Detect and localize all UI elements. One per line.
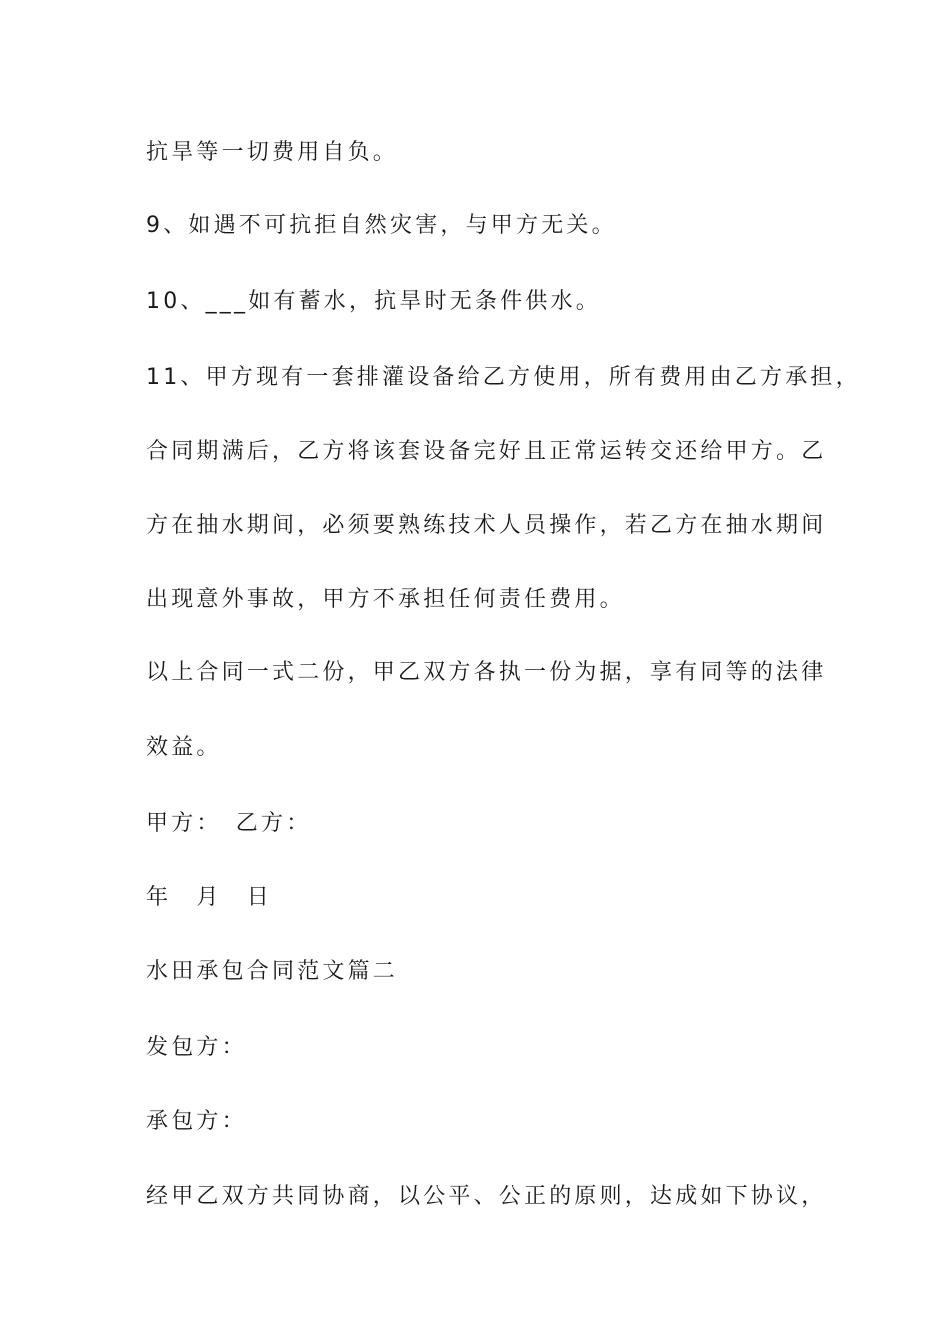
clause-11-line-4: 出现意外事故，甲方不承担任何责任费用。: [146, 587, 625, 612]
clause-9: 9、如遇不可抗拒自然灾害，与甲方无关。: [146, 213, 617, 238]
signature-date: 年 月 日: [146, 885, 273, 910]
contractor-label: 承包方：: [146, 1109, 247, 1134]
contractor-issuer-label: 发包方：: [146, 1035, 247, 1060]
signature-parties: 甲方： 乙方：: [146, 811, 312, 836]
closing-statement-line-1: 以上合同一式二份，甲乙双方各执一份为据，享有同等的法律: [146, 660, 827, 685]
clause-8-continuation: 抗旱等一切费用自负。: [146, 140, 399, 165]
clause-10: 10、___如有蓄水，抗旱时无条件供水。: [146, 289, 601, 314]
closing-statement-line-2: 效益。: [146, 735, 222, 760]
clause-11-line-2: 合同期满后，乙方将该套设备完好且正常运转交还给甲方。乙: [146, 439, 827, 464]
agreement-intro: 经甲乙双方共同协商，以公平、公正的原则，达成如下协议，: [146, 1184, 827, 1209]
clause-11-line-3: 方在抽水期间，必须要熟练技术人员操作，若乙方在抽水期间: [146, 513, 827, 538]
clause-11-line-1: 11、甲方现有一套排灌设备给乙方使用，所有费用由乙方承担，: [146, 365, 861, 390]
section-heading: 水田承包合同范文篇二: [146, 959, 399, 984]
